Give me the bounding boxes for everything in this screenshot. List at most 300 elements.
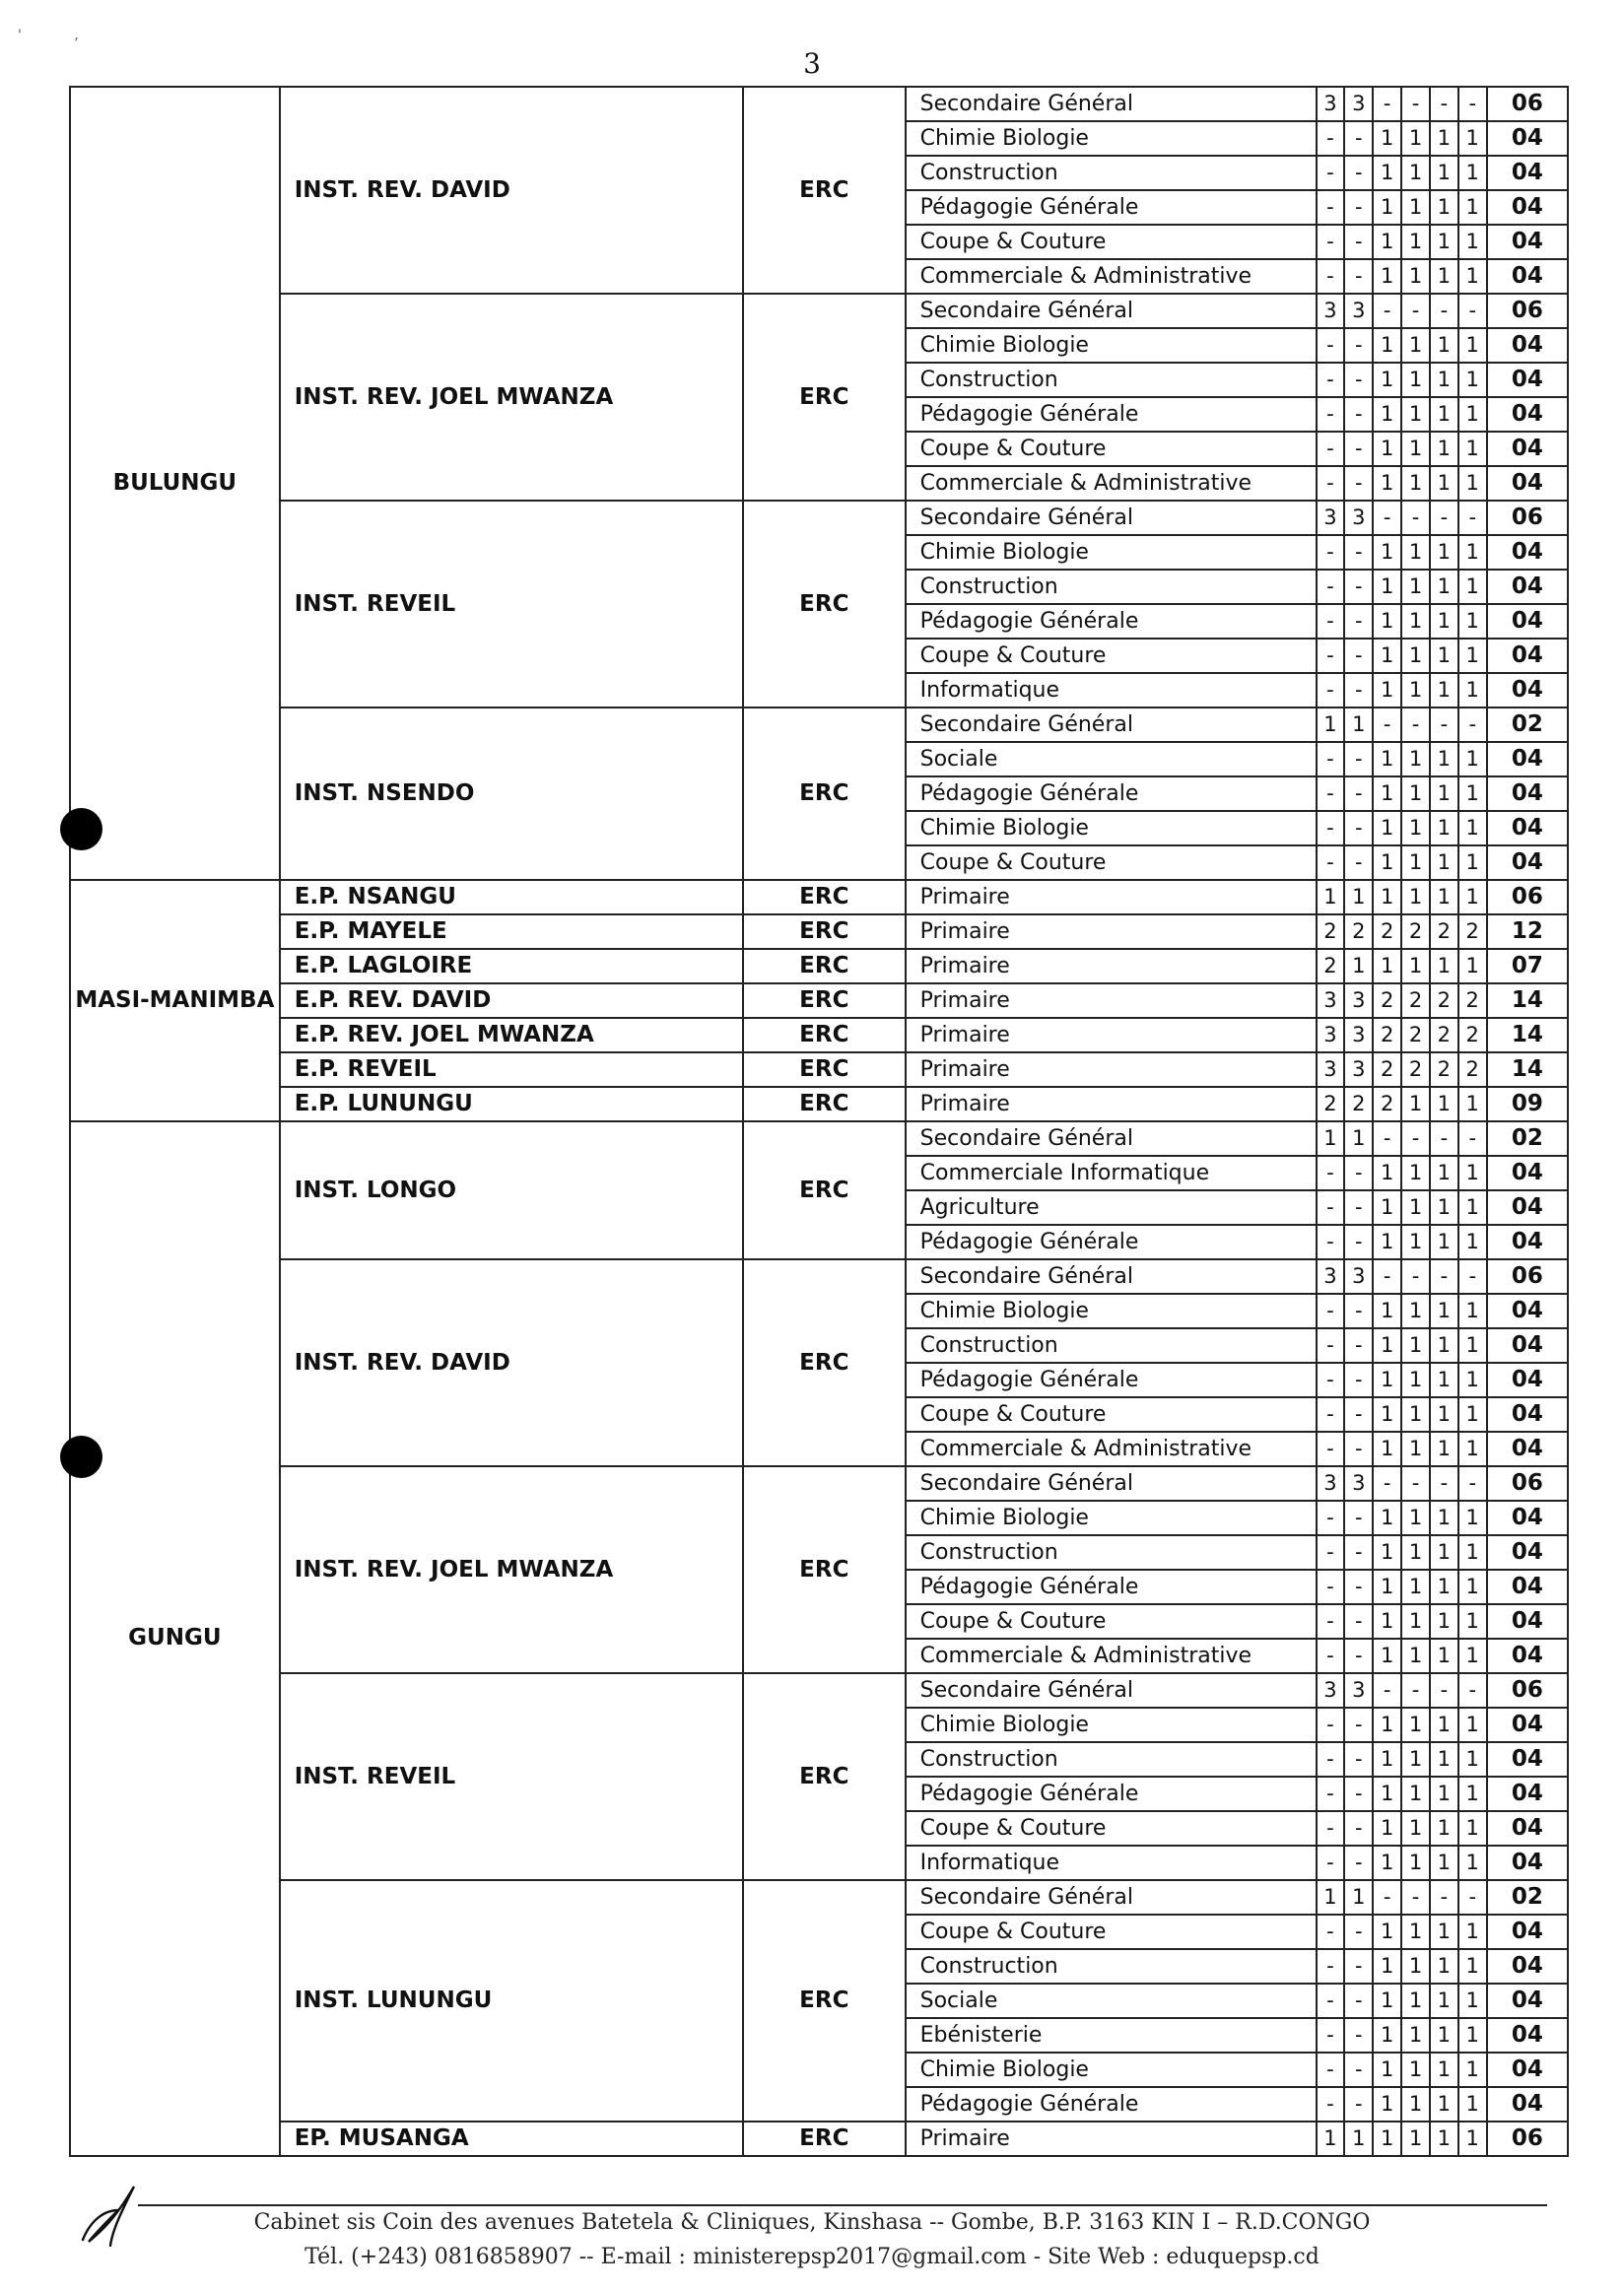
class-count: 1 [1458,949,1487,983]
zone-name: BULUNGU [70,87,280,880]
row-total: 04 [1487,535,1568,570]
option-name: Commerciale & Administrative [906,1639,1317,1673]
option-name: Primaire [906,1052,1317,1087]
class-count: - [1344,639,1373,673]
zone-name: GUNGU [70,1121,280,2156]
class-count: 1 [1401,2018,1430,2053]
class-count: 1 [1401,1190,1430,1225]
class-count: - [1317,156,1345,190]
class-count: 1 [1430,1570,1458,1604]
class-count: - [1317,535,1345,570]
class-count: 1 [1401,1811,1430,1846]
row-total: 04 [1487,845,1568,880]
row-total: 04 [1487,1846,1568,1880]
class-count: 1 [1458,466,1487,501]
class-count: 1 [1373,604,1401,639]
option-name: Informatique [906,1846,1317,1880]
class-count: 1 [1401,121,1430,156]
option-name: Construction [906,363,1317,397]
class-count: 1 [1458,1363,1487,1397]
row-total: 04 [1487,328,1568,363]
class-count: 1 [1373,397,1401,432]
class-count: 2 [1458,1018,1487,1052]
school-name: E.P. REV. DAVID [280,983,743,1018]
class-count: - [1344,466,1373,501]
class-count: 1 [1430,742,1458,776]
class-count: 1 [1373,2087,1401,2122]
table-row [70,1673,1568,1708]
class-count: 1 [1430,1535,1458,1570]
class-count: 1 [1401,432,1430,466]
class-count: - [1344,1535,1373,1570]
class-count: 1 [1401,570,1430,604]
row-total: 04 [1487,811,1568,845]
class-count: 1 [1458,845,1487,880]
class-count: 1 [1373,328,1401,363]
option-name: Coupe & Couture [906,639,1317,673]
class-count: 1 [1458,363,1487,397]
option-name: Chimie Biologie [906,1501,1317,1535]
class-count: - [1401,1259,1430,1294]
class-count: 1 [1401,1949,1430,1984]
class-count: 1 [1401,845,1430,880]
class-count: - [1344,1363,1373,1397]
class-count: 1 [1317,708,1345,742]
class-count: 1 [1430,639,1458,673]
school-name: INST. LONGO [280,1121,743,1259]
class-count: - [1317,466,1345,501]
option-name: Chimie Biologie [906,121,1317,156]
class-count: - [1317,639,1345,673]
class-count: 1 [1401,880,1430,914]
school-name: INST. LUNUNGU [280,1880,743,2122]
class-count: 1 [1373,535,1401,570]
option-name: Pédagogie Générale [906,190,1317,225]
class-count: - [1344,397,1373,432]
class-count: 3 [1317,501,1345,535]
row-total: 04 [1487,1570,1568,1604]
class-count: 1 [1430,1811,1458,1846]
table-row [70,2122,1568,2156]
class-count: - [1317,1363,1345,1397]
class-count: 1 [1458,1984,1487,2018]
class-count: - [1344,1328,1373,1363]
row-total: 04 [1487,225,1568,259]
class-count: - [1317,742,1345,776]
class-count: 1 [1430,225,1458,259]
class-count: - [1373,1259,1401,1294]
row-total: 06 [1487,1466,1568,1501]
class-count: 1 [1458,1915,1487,1949]
class-count: 1 [1373,1604,1401,1639]
row-total: 04 [1487,1156,1568,1190]
class-count: 1 [1401,1570,1430,1604]
row-total: 06 [1487,294,1568,328]
class-count: - [1430,1880,1458,1915]
class-count: - [1317,604,1345,639]
class-count: - [1401,1121,1430,1156]
class-count: - [1317,432,1345,466]
class-count: 1 [1401,1604,1430,1639]
class-count: 1 [1401,639,1430,673]
class-count: 1 [1458,776,1487,811]
class-count: 1 [1430,1949,1458,1984]
row-total: 06 [1487,1259,1568,1294]
school-name: INST. REVEIL [280,501,743,708]
class-count: 1 [1373,880,1401,914]
class-count: 1 [1401,156,1430,190]
class-count: 1 [1373,1397,1401,1432]
class-count: 1 [1430,432,1458,466]
class-count: 1 [1317,1121,1345,1156]
class-count: - [1317,225,1345,259]
scan-specks: ' , [18,28,79,43]
option-name: Secondaire Général [906,1673,1317,1708]
class-count: 1 [1373,432,1401,466]
class-count: 2 [1430,1052,1458,1087]
class-count: 1 [1430,604,1458,639]
class-count: 3 [1344,1466,1373,1501]
table-row [70,983,1568,1018]
class-count: - [1373,708,1401,742]
class-count: - [1458,1880,1487,1915]
class-count: 1 [1373,1915,1401,1949]
class-count: - [1344,1156,1373,1190]
class-count: 1 [1373,2053,1401,2087]
option-name: Chimie Biologie [906,2053,1317,2087]
class-count: - [1344,1708,1373,1742]
class-count: 1 [1373,225,1401,259]
school-name: INST. REV. DAVID [280,1259,743,1466]
class-count: - [1344,570,1373,604]
row-total: 02 [1487,1880,1568,1915]
class-count: 1 [1401,2087,1430,2122]
row-total: 04 [1487,776,1568,811]
class-count: 1 [1317,2122,1345,2156]
row-total: 04 [1487,1811,1568,1846]
class-count: 1 [1458,1501,1487,1535]
class-count: - [1317,397,1345,432]
class-count: 2 [1401,983,1430,1018]
class-count: 1 [1373,742,1401,776]
class-count: 2 [1317,949,1345,983]
class-count: - [1344,1432,1373,1466]
class-count: - [1317,1570,1345,1604]
table-row [70,501,1568,535]
class-count: - [1344,1294,1373,1328]
class-count: 1 [1458,811,1487,845]
table-row [70,1259,1568,1294]
class-count: - [1430,501,1458,535]
row-total: 04 [1487,121,1568,156]
option-name: Coupe & Couture [906,1397,1317,1432]
option-name: Secondaire Général [906,501,1317,535]
class-count: - [1344,776,1373,811]
school-name: E.P. REV. JOEL MWANZA [280,1018,743,1052]
option-name: Chimie Biologie [906,811,1317,845]
class-count: 1 [1373,776,1401,811]
class-count: 2 [1430,1018,1458,1052]
class-count: 1 [1373,190,1401,225]
row-total: 12 [1487,914,1568,949]
class-count: - [1458,1466,1487,1501]
option-name: Chimie Biologie [906,535,1317,570]
gestion-code: ERC [743,1259,906,1466]
gestion-code: ERC [743,708,906,880]
option-name: Commerciale & Administrative [906,259,1317,294]
class-count: - [1344,2018,1373,2053]
class-count: 1 [1430,1639,1458,1673]
class-count: 1 [1373,1363,1401,1397]
class-count: 1 [1401,1294,1430,1328]
class-count: - [1317,2018,1345,2053]
class-count: - [1344,1397,1373,1432]
class-count: 1 [1317,880,1345,914]
class-count: 1 [1430,1501,1458,1535]
option-name: Primaire [906,949,1317,983]
class-count: 3 [1344,983,1373,1018]
gestion-code: ERC [743,914,906,949]
option-name: Coupe & Couture [906,845,1317,880]
row-total: 04 [1487,2053,1568,2087]
table-row [70,949,1568,983]
class-count: - [1344,1949,1373,1984]
class-count: 1 [1458,570,1487,604]
row-total: 04 [1487,1190,1568,1225]
class-count: 1 [1373,1811,1401,1846]
class-count: 1 [1401,742,1430,776]
class-count: 2 [1373,1052,1401,1087]
class-count: 1 [1373,1846,1401,1880]
class-count: - [1344,1225,1373,1259]
class-count: 1 [1458,1190,1487,1225]
class-count: 1 [1430,190,1458,225]
class-count: 3 [1317,1466,1345,1501]
row-total: 04 [1487,570,1568,604]
class-count: - [1344,156,1373,190]
class-count: 1 [1401,1777,1430,1811]
class-count: 1 [1373,1328,1401,1363]
class-count: 3 [1344,501,1373,535]
row-total: 04 [1487,1708,1568,1742]
class-count: 1 [1373,363,1401,397]
class-count: 2 [1317,1087,1345,1121]
option-name: Pédagogie Générale [906,1363,1317,1397]
option-name: Secondaire Général [906,708,1317,742]
class-count: 1 [1373,1949,1401,1984]
class-count: - [1458,1121,1487,1156]
option-name: Commerciale & Administrative [906,1432,1317,1466]
row-total: 06 [1487,501,1568,535]
class-count: - [1430,1259,1458,1294]
gestion-code: ERC [743,87,906,294]
option-name: Construction [906,156,1317,190]
row-total: 04 [1487,1397,1568,1432]
school-name: E.P. REVEIL [280,1052,743,1087]
class-count: 1 [1430,466,1458,501]
school-name: INST. REV. DAVID [280,87,743,294]
class-count: - [1344,604,1373,639]
class-count: 1 [1458,1604,1487,1639]
class-count: 1 [1373,639,1401,673]
class-count: 1 [1430,570,1458,604]
class-count: 1 [1373,1432,1401,1466]
school-name: INST. REVEIL [280,1673,743,1880]
class-count: - [1317,1639,1345,1673]
class-count: 2 [1317,914,1345,949]
class-count: - [1344,2087,1373,2122]
class-count: - [1373,1673,1401,1708]
footer-contact: Tél. (+243) 0816858907 -- E-mail : ministerepsp2017@gmail.com - Site Web : eduquepsp.cd [304,2245,1320,2269]
class-count: - [1430,294,1458,328]
class-count: 1 [1430,880,1458,914]
class-count: 1 [1430,1294,1458,1328]
class-count: - [1373,1466,1401,1501]
class-count: 3 [1344,1052,1373,1087]
class-count: 1 [1373,673,1401,708]
class-count: 1 [1401,1432,1430,1466]
class-count: 1 [1401,2122,1430,2156]
class-count: 1 [1373,1777,1401,1811]
class-count: 1 [1373,259,1401,294]
class-count: 3 [1344,1018,1373,1052]
class-count: 1 [1430,2087,1458,2122]
school-name: E.P. LUNUNGU [280,1087,743,1121]
class-count: 1 [1401,535,1430,570]
class-count: 1 [1430,1328,1458,1363]
class-count: 3 [1344,87,1373,121]
class-count: - [1401,1466,1430,1501]
class-count: 1 [1430,1225,1458,1259]
gestion-code: ERC [743,1673,906,1880]
class-count: 1 [1401,1087,1430,1121]
class-count: 1 [1401,363,1430,397]
gestion-code: ERC [743,1466,906,1673]
class-count: 1 [1458,2053,1487,2087]
class-count: - [1373,1121,1401,1156]
option-name: Primaire [906,983,1317,1018]
class-count: - [1317,845,1345,880]
gestion-code: ERC [743,1018,906,1052]
class-count: - [1344,535,1373,570]
row-total: 06 [1487,880,1568,914]
class-count: - [1430,1121,1458,1156]
class-count: 1 [1373,845,1401,880]
row-total: 04 [1487,1949,1568,1984]
class-count: 1 [1458,1639,1487,1673]
class-count: 2 [1344,1087,1373,1121]
row-total: 04 [1487,1501,1568,1535]
class-count: 1 [1430,2053,1458,2087]
class-count: 1 [1401,1639,1430,1673]
class-count: 1 [1458,328,1487,363]
option-name: Pédagogie Générale [906,1225,1317,1259]
class-count: 1 [1458,1432,1487,1466]
option-name: Primaire [906,2122,1317,2156]
class-count: 1 [1344,2122,1373,2156]
class-count: 1 [1373,1639,1401,1673]
class-count: 1 [1458,1846,1487,1880]
class-count: 1 [1373,811,1401,845]
class-count: - [1458,1673,1487,1708]
class-count: - [1344,1570,1373,1604]
class-count: 1 [1458,2018,1487,2053]
class-count: 1 [1430,1984,1458,2018]
table-row [70,880,1568,914]
class-count: 1 [1458,1570,1487,1604]
class-count: 1 [1401,1363,1430,1397]
row-total: 04 [1487,742,1568,776]
class-count: 1 [1430,1190,1458,1225]
class-count: 1 [1430,673,1458,708]
class-count: - [1317,363,1345,397]
class-count: - [1317,1708,1345,1742]
class-count: - [1317,570,1345,604]
class-count: - [1317,1501,1345,1535]
class-count: 1 [1458,432,1487,466]
class-count: 3 [1317,1052,1345,1087]
class-count: - [1317,190,1345,225]
class-count: - [1344,2053,1373,2087]
class-count: 1 [1373,1501,1401,1535]
table-row [70,1018,1568,1052]
class-count: 1 [1401,190,1430,225]
class-count: - [1430,708,1458,742]
class-count: - [1344,1639,1373,1673]
class-count: 1 [1430,2018,1458,2053]
class-count: 1 [1401,673,1430,708]
class-count: 1 [1430,1156,1458,1190]
gestion-code: ERC [743,1087,906,1121]
class-count: 1 [1401,776,1430,811]
class-count: 1 [1373,1535,1401,1570]
class-count: 1 [1430,949,1458,983]
class-count: 1 [1401,328,1430,363]
class-count: 1 [1458,1294,1487,1328]
school-name: EP. MUSANGA [280,2122,743,2156]
class-count: - [1317,776,1345,811]
class-count: - [1401,1880,1430,1915]
class-count: 1 [1430,776,1458,811]
schools-table [69,86,1569,2157]
class-count: - [1458,1259,1487,1294]
row-total: 07 [1487,949,1568,983]
class-count: 1 [1430,535,1458,570]
class-count: - [1317,259,1345,294]
class-count: 1 [1458,225,1487,259]
class-count: - [1317,121,1345,156]
row-total: 04 [1487,363,1568,397]
class-count: 1 [1373,156,1401,190]
class-count: 1 [1430,1846,1458,1880]
class-count: - [1344,1742,1373,1777]
class-count: 1 [1430,1397,1458,1432]
option-name: Coupe & Couture [906,1604,1317,1639]
option-name: Primaire [906,1018,1317,1052]
gestion-code: ERC [743,983,906,1018]
class-count: 1 [1401,811,1430,845]
class-count: 1 [1373,1156,1401,1190]
option-name: Chimie Biologie [906,1708,1317,1742]
class-count: 1 [1458,535,1487,570]
gestion-code: ERC [743,949,906,983]
class-count: - [1344,845,1373,880]
class-count: 1 [1430,328,1458,363]
class-count: 1 [1401,949,1430,983]
class-count: 1 [1401,466,1430,501]
row-total: 14 [1487,1052,1568,1087]
class-count: 1 [1373,1984,1401,2018]
